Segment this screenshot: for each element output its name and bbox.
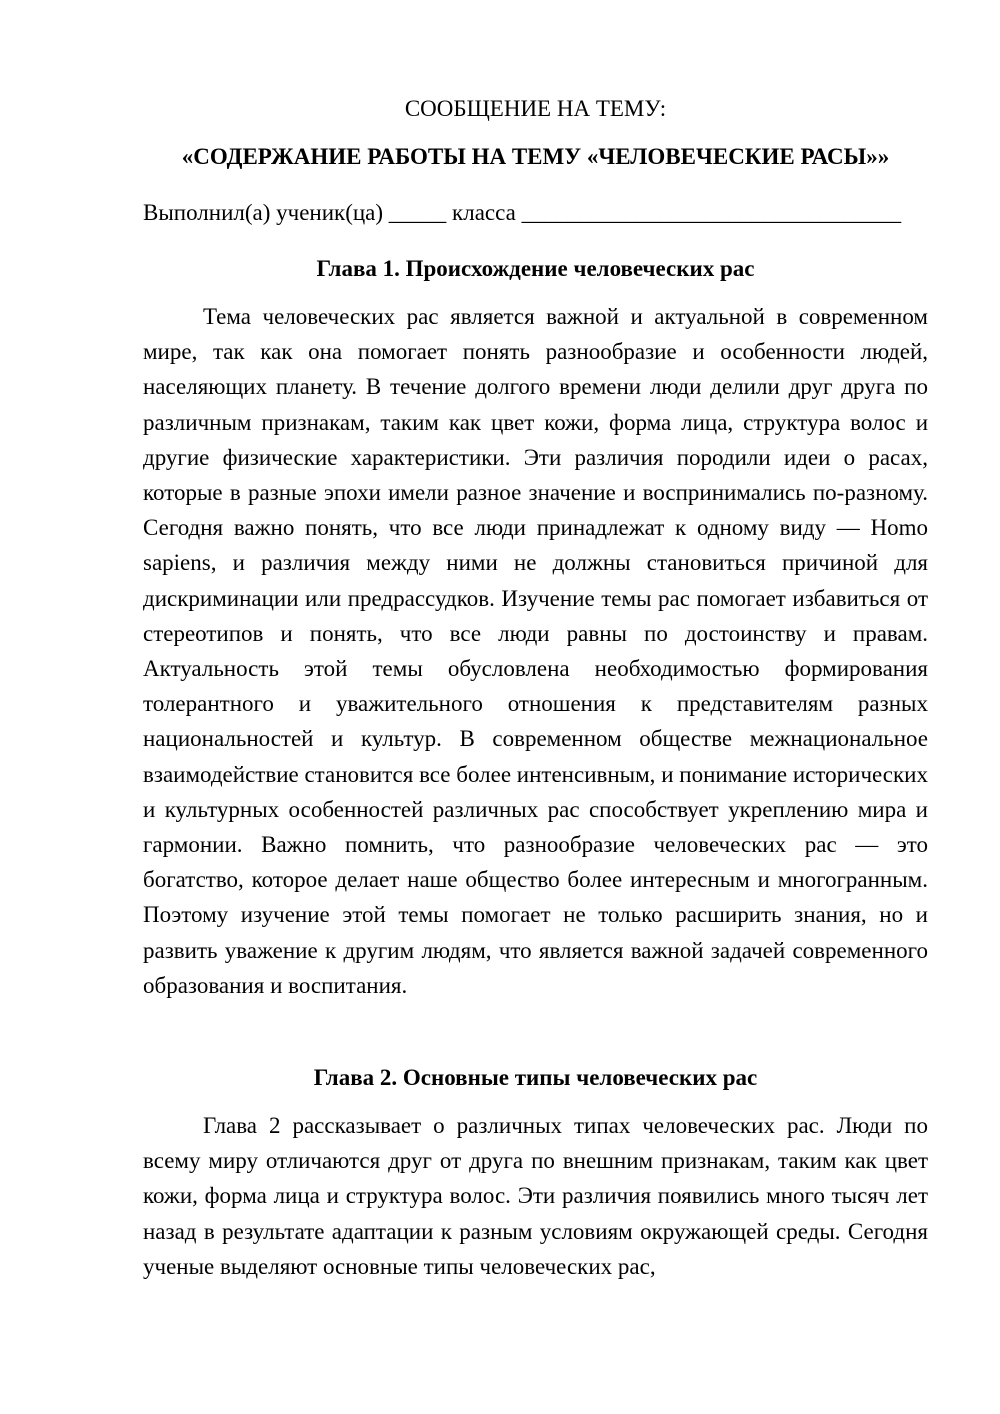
author-line: Выполнил(а) ученик(ца) _____ класса _________________________________ [143,200,902,225]
chapter-1-paragraph: Тема человеческих рас является важной и актуальной в современном мире, так как она помогает понять разнообразие и особенности людей, населяющих планету. В течение долгого времени люди делили друг друга по различным признакам, таким как цвет кожи, форма лица, структура волос и другие физические характеристики. Эти различия породили идеи о расах, которые в разные эпохи имели разное значение и воспринимались по-разному. Сегодня важно понять, что все люди принадлежат к одному виду — Homo sapiens, и различия между ними не должны становиться причиной для дискриминации или предрассудков. Изучение темы рас помогает избавиться от стереотипов и понять, что все люди равны по достоинству и правам. Актуальность этой темы обусловлена необходимостью формирования толерантного и уважительного отношения к представителям разных национальностей и культур. В современном обществе межнациональное взаимодействие становится все более интенсивным, и понимание исторических и культурных особенностей различных рас способствует укреплению мира и гармонии. Важно помнить, что разнообразие человеческих рас — это богатство, которое делает наше общество более интересным и многогранным. Поэтому изучение этой темы помогает не только расширить знания, но и развить уважение к другим людям, что является важной задачей современного образования и воспитания. [143,304,928,998]
chapter-2-title: Глава 2. Основные типы человеческих рас [313,1065,758,1090]
document-header: СООБЩЕНИЕ НА ТЕМУ: [404,96,667,121]
document-title: «СОДЕРЖАНИЕ РАБОТЫ НА ТЕМУ «ЧЕЛОВЕЧЕСКИЕ РАСЫ»» [181,144,890,169]
chapter-1-title: Глава 1. Происхождение человеческих рас [316,256,755,281]
document-page [143,0,928,1414]
chapter-2-paragraph: Глава 2 рассказывает о различных типах человеческих рас. Люди по всему миру отличаются друг от друга по внешним признакам, таким как цвет кожи, форма лица и структура волос. Эти различия появились много тысяч лет назад в результате адаптации к разным условиям окружающей среды. Сегодня ученые выделяют основные типы человеческих рас, [143,1113,928,1279]
